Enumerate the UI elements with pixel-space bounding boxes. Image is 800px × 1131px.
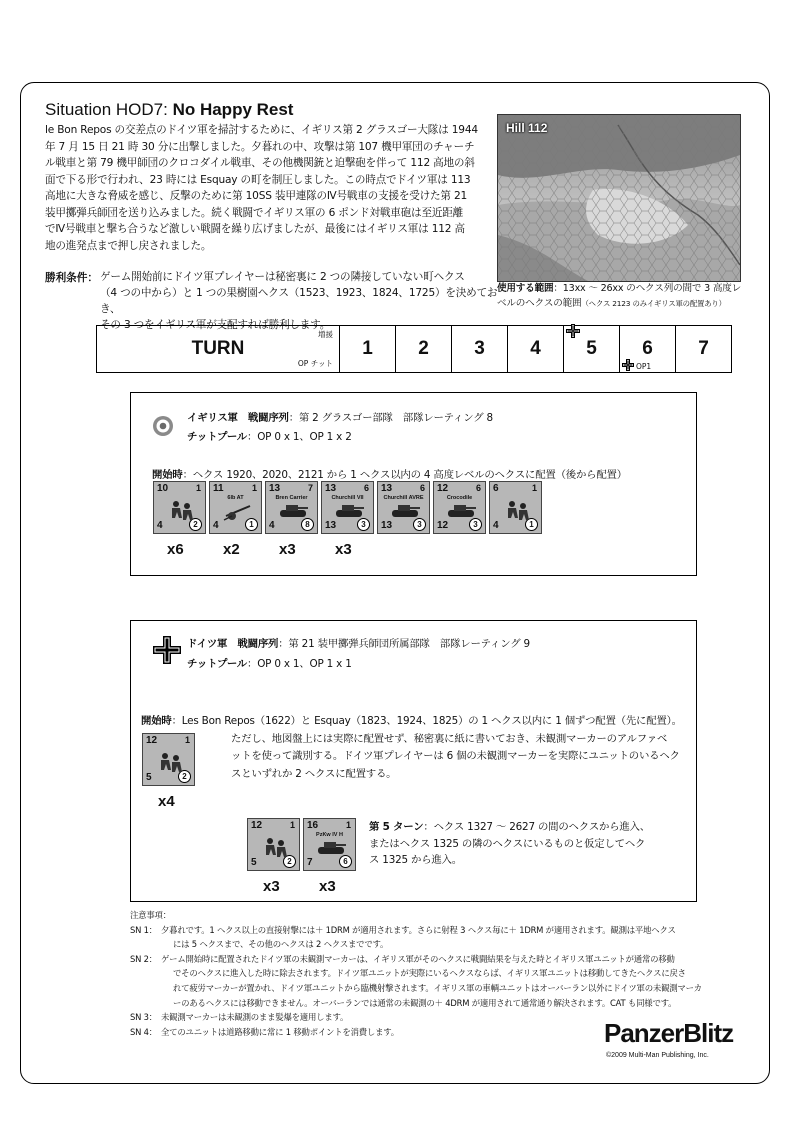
counter-multiplier: x3 xyxy=(263,878,280,895)
text-line: 年 7 月 15 日 21 時 30 分に出撃しました。夕暮れの中、攻撃は第 107 機甲軍団のチャーチ xyxy=(45,140,475,153)
turn-cell-6 xyxy=(620,326,676,373)
german-header-label: ドイツ軍 戦闘序列 xyxy=(187,638,279,650)
counter-multiplier: x3 xyxy=(319,878,336,895)
counter-defense-value: 4 xyxy=(493,520,499,531)
counter-range-value: 6 xyxy=(419,483,425,493)
title-main: No Happy Rest xyxy=(172,100,294,119)
text-line: でそのヘクスに進入した時に除去されます。ドイツ軍ユニットが実際にいるヘクスならば、イギリス軍ユニットは移動してきたヘクスに戻さ xyxy=(173,968,686,979)
turn-number: 1 xyxy=(362,338,373,359)
counter-attack-value: 12 xyxy=(251,820,263,831)
german-oob-panel xyxy=(130,620,697,902)
german-setup-label: 開始時 xyxy=(141,715,172,727)
counter-range-value: 1 xyxy=(251,483,257,493)
counter-multiplier: x4 xyxy=(158,793,175,810)
note-text xyxy=(161,923,676,952)
note-sn1 xyxy=(130,923,730,952)
victory-label: 勝利条件： xyxy=(45,272,98,284)
unit-counter xyxy=(321,481,374,534)
text-line: ゲーム開始時に配置されたドイツ軍の未観測マーカーは、イギリス軍がそのヘクスに戦闘結果を与えた時とイギリス軍ユニットが通常の移動 xyxy=(161,953,675,964)
infantry-figure-icon xyxy=(502,500,532,522)
counter-attack-value: 13 xyxy=(325,483,337,494)
turn-cell-1 xyxy=(340,326,396,373)
text-line: 地の進発点まで押し戻されました。 xyxy=(45,239,212,252)
map-terrain-image xyxy=(498,115,740,281)
text-line: 装甲擲弾兵師団を送り込みました。続く戦闘でイギリス軍の 6 ポンド対戦車砲は至近距離 xyxy=(45,206,464,219)
turn-number: 4 xyxy=(530,338,541,359)
counter-defense-value: 4 xyxy=(269,520,275,531)
victory-conditions xyxy=(100,269,500,333)
turn-cell-4 xyxy=(508,326,564,373)
counter-defense-value: 5 xyxy=(146,772,152,783)
unit-counter xyxy=(142,733,195,786)
note-label: SN 4： xyxy=(130,1026,157,1037)
german-turn5-line: ス 1325 から進入。 xyxy=(369,854,462,867)
counter-attack-value: 13 xyxy=(381,483,393,494)
counter-defense-value: 4 xyxy=(157,520,163,531)
tank-silhouette-icon xyxy=(316,837,346,859)
scenario-intro xyxy=(45,122,495,254)
note-sn2 xyxy=(130,952,730,1010)
counter-range-value: 6 xyxy=(475,483,481,493)
german-setup xyxy=(141,713,691,783)
counter-defense-value: 13 xyxy=(381,520,393,531)
counter-movement-value: 2 xyxy=(189,518,202,531)
german-cross-icon xyxy=(566,324,580,338)
counter-unit-name: Churchill VII xyxy=(331,495,364,501)
unit-counter xyxy=(303,818,356,871)
turn-cell-2 xyxy=(396,326,452,373)
german-turn5 xyxy=(369,819,689,869)
counter-defense-value: 12 xyxy=(437,520,449,531)
counter-attack-value: 6 xyxy=(493,483,499,494)
turn-cell-5 xyxy=(564,326,620,373)
german-header-text: ：第 21 装甲擲弾兵師団所属部隊 部隊レーティング 9 xyxy=(278,638,530,650)
british-chit-pool xyxy=(187,428,352,443)
german-setup-counter xyxy=(142,733,202,813)
counter-movement-value: 3 xyxy=(469,518,482,531)
british-setup-text: ：ヘクス 1920、2020、2121 から 1 ヘクス以内の 4 高度レベルのヘクスに配置（後から配置） xyxy=(182,469,627,481)
unit-counter xyxy=(247,818,300,871)
text-line: その 3 つをイギリス軍が支配すれば勝利します。 xyxy=(100,319,331,331)
map-caption-label: 使用する範囲 xyxy=(497,283,554,294)
tank-silhouette-icon xyxy=(278,500,308,522)
text-line: ゲーム開始前にドイツ軍プレイヤーは秘密裏に 2 つの隣接していない町ヘクス xyxy=(100,271,465,283)
reinforce-label: 増援 xyxy=(318,330,333,339)
text-line: ル戦車と第 79 機甲師団のクロコダイル戦車、その他機関銃と迫撃砲を伴って 112 高地の斜 xyxy=(45,157,475,169)
german-chit-label: チットプール xyxy=(187,658,247,670)
turn-number: 3 xyxy=(474,338,485,359)
tank-silhouette-icon xyxy=(446,500,476,522)
counter-attack-value: 12 xyxy=(437,483,449,494)
turn-track-header xyxy=(97,326,340,373)
map-caption-note: （ヘクス 2123 のみイギリス軍の配置あり） xyxy=(581,299,726,308)
counter-movement-value: 1 xyxy=(245,518,258,531)
turn-track xyxy=(96,325,732,373)
brand-logo: PanzerBlitz xyxy=(604,1018,734,1048)
tank-silhouette-icon xyxy=(334,500,364,522)
copyright: ©2009 Multi-Man Publishing, Inc. xyxy=(606,1052,709,1059)
turn-number: 5 xyxy=(586,338,597,359)
german-chit-pool xyxy=(187,655,352,670)
scenario-title xyxy=(45,100,293,120)
counter-attack-value: 16 xyxy=(307,820,319,831)
counter-multiplier: x2 xyxy=(223,541,240,558)
turn-cell-3 xyxy=(452,326,508,373)
infantry-figure-icon xyxy=(260,837,290,859)
german-cross-icon xyxy=(153,636,181,664)
counter-range-value: 1 xyxy=(289,820,295,830)
british-header-label: イギリス軍 戦闘序列 xyxy=(187,412,289,424)
turn-number: 2 xyxy=(418,338,429,359)
unit-counter xyxy=(433,481,486,534)
turn-cell-7 xyxy=(676,326,732,373)
counter-attack-value: 13 xyxy=(269,483,281,494)
counter-range-value: 6 xyxy=(363,483,369,493)
turn-label: TURN xyxy=(191,338,245,359)
text-line: ーのあるヘクスには移動できません。オーバーランでは通常の未観測の＋ 4DRM が適用されて通常通り解決されます。CAT も同様です。 xyxy=(173,997,677,1008)
unit-counter xyxy=(265,481,318,534)
infantry-figure-icon xyxy=(166,500,196,522)
op1-label: OP1 xyxy=(636,362,652,371)
counter-unit-name: 6lb AT xyxy=(227,495,244,501)
text-line: 面で下る形で行われ、23 時には Esquay の町を制圧しました。この時点でドイツ軍は 113 xyxy=(45,173,471,186)
map-label: Hill 112 xyxy=(506,121,548,135)
german-cross-icon xyxy=(622,359,634,371)
german-turn5-counters xyxy=(247,818,367,898)
counter-defense-value: 7 xyxy=(307,857,313,868)
german-turn5-line: またはヘクス 1325 の隣のヘクスにいるものと仮定してヘク xyxy=(369,837,646,850)
counter-unit-name: Bren Carrier xyxy=(275,495,308,501)
counter-attack-value: 11 xyxy=(213,483,224,494)
unit-counter xyxy=(377,481,430,534)
text-line: でⅣ号戦車と撃ち合うなど激しい戦闘を繰り広げましたが、最後にはイギリス軍は 112 高 xyxy=(45,223,465,235)
tank-silhouette-icon xyxy=(390,500,420,522)
map-caption xyxy=(497,281,747,311)
german-chit-value: ：OP 0 x 1、OP 1 x 1 xyxy=(247,658,352,670)
counter-defense-value: 5 xyxy=(251,857,257,868)
german-setup-line: スといずれか 2 ヘクスに配置する。 xyxy=(231,767,397,780)
british-setup xyxy=(152,466,627,481)
german-setup-line: ただし、地図盤上には実際に配置せず、秘密裏に紙に書いておき、未観測マーカーのアルファベ xyxy=(231,732,668,745)
note-text xyxy=(161,952,702,1010)
infantry-figure-icon xyxy=(155,752,185,774)
counter-multiplier: x3 xyxy=(335,541,352,558)
counter-defense-value: 13 xyxy=(325,520,337,531)
text-line: 夕暮れです。1 ヘクス以上の直接射撃には＋ 1DRM が適用されます。さらに射程 3 ヘクス毎に＋ 1DRM が適用されます。観測は平地ヘクス xyxy=(161,924,676,935)
british-setup-label: 開始時 xyxy=(152,469,183,481)
note-label: SN 1： xyxy=(130,924,157,935)
german-setup-line: ットを使って識別する。ドイツ軍プレイヤーは 6 個の未観測マーカーを実際にユニットのいるヘク xyxy=(231,750,680,763)
unit-counter xyxy=(489,481,542,534)
map-caption-line1: ：13xx ～ 26xx のヘクス列の間で 3 高度レ xyxy=(553,283,742,294)
raf-roundel-icon xyxy=(152,415,174,437)
counter-movement-value: 2 xyxy=(178,770,191,783)
counter-unit-name: PzKw IV H xyxy=(316,832,343,838)
british-chit-label: チットプール xyxy=(187,431,247,443)
counter-movement-value: 6 xyxy=(339,855,352,868)
map-thumbnail xyxy=(497,114,741,282)
text-line: （4 つの中から）と 1 つの果樹園ヘクス（1523、1923、1824、1725）を決めておき、 xyxy=(100,287,498,315)
counter-multiplier: x3 xyxy=(279,541,296,558)
counter-range-value: 1 xyxy=(531,483,537,493)
notes-heading: 注意事項： xyxy=(130,910,171,920)
counter-unit-name: Churchill AVRE xyxy=(383,495,424,501)
counter-unit-name: Crocodile xyxy=(446,495,473,501)
counter-range-value: 7 xyxy=(307,483,313,493)
unit-counter xyxy=(209,481,262,534)
german-turn5-label: 第 5 ターン xyxy=(369,821,424,833)
british-oob-panel xyxy=(130,392,697,576)
text-line: には 5 ヘクスまで、その他のヘクスは 2 ヘクスまでです。 xyxy=(173,939,389,950)
counter-range-value: 1 xyxy=(345,820,351,830)
counter-defense-value: 4 xyxy=(213,520,219,531)
german-setup-line: ：Les Bon Repos（1622）と Esquay（1823、1924、1825）の 1 ヘクス以内に 1 個ずつ配置（先に配置）。 xyxy=(171,715,682,727)
note-text: 全てのユニットは道路移動に常に 1 移動ポイントを消費します。 xyxy=(161,1026,399,1037)
counter-movement-value: 2 xyxy=(283,855,296,868)
op-chit-label: OP チット xyxy=(297,359,333,368)
unit-counter xyxy=(153,481,206,534)
title-prefix: Situation HOD7: xyxy=(45,100,173,119)
counter-multiplier: x6 xyxy=(167,541,184,558)
counter-range-value: 1 xyxy=(195,483,201,493)
counter-movement-value: 8 xyxy=(301,518,314,531)
counter-movement-value: 1 xyxy=(525,518,538,531)
counter-movement-value: 3 xyxy=(357,518,370,531)
british-counter-row xyxy=(153,481,553,561)
british-chit-value: ：OP 0 x 1、OP 1 x 2 xyxy=(247,431,352,443)
note-label: SN 3： xyxy=(130,1012,157,1023)
text-line: れて疲労マーカーが置かれ、ドイツ軍ユニットから臨機射撃されます。イギリス軍の車輌ユニットはオーバーラン以外にドイツ軍の未観測マーカ xyxy=(173,982,702,993)
map-caption-line2: ベルのヘクスの範囲 xyxy=(497,298,582,309)
british-header xyxy=(187,409,493,424)
german-header xyxy=(187,635,530,650)
antitank-gun-icon xyxy=(222,500,252,522)
counter-attack-value: 12 xyxy=(146,735,158,746)
note-text: 未観測マーカーは未観測のまま髪爆を適用します。 xyxy=(161,1012,349,1023)
british-header-text: ：第 2 グラスゴー部隊 部隊レーティング 8 xyxy=(288,412,493,424)
text-line: le Bon Repos の交差点のドイツ軍を掃討するために、イギリス第 2 グラスゴー大隊は 1944 xyxy=(45,124,478,136)
german-turn5-line: ：ヘクス 1327 ～ 2627 の間のヘクスから進入、 xyxy=(423,821,650,833)
counter-range-value: 1 xyxy=(184,735,190,745)
counter-attack-value: 10 xyxy=(157,483,169,494)
note-label: SN 2： xyxy=(130,953,157,964)
turn-number: 6 xyxy=(642,338,653,359)
counter-movement-value: 3 xyxy=(413,518,426,531)
text-line: 高地に大きな脅威を感じ、反撃のために第 10SS 装甲連隊のⅣ号戦車の支援を受けた第 21 xyxy=(45,190,468,202)
turn-number: 7 xyxy=(698,338,709,359)
